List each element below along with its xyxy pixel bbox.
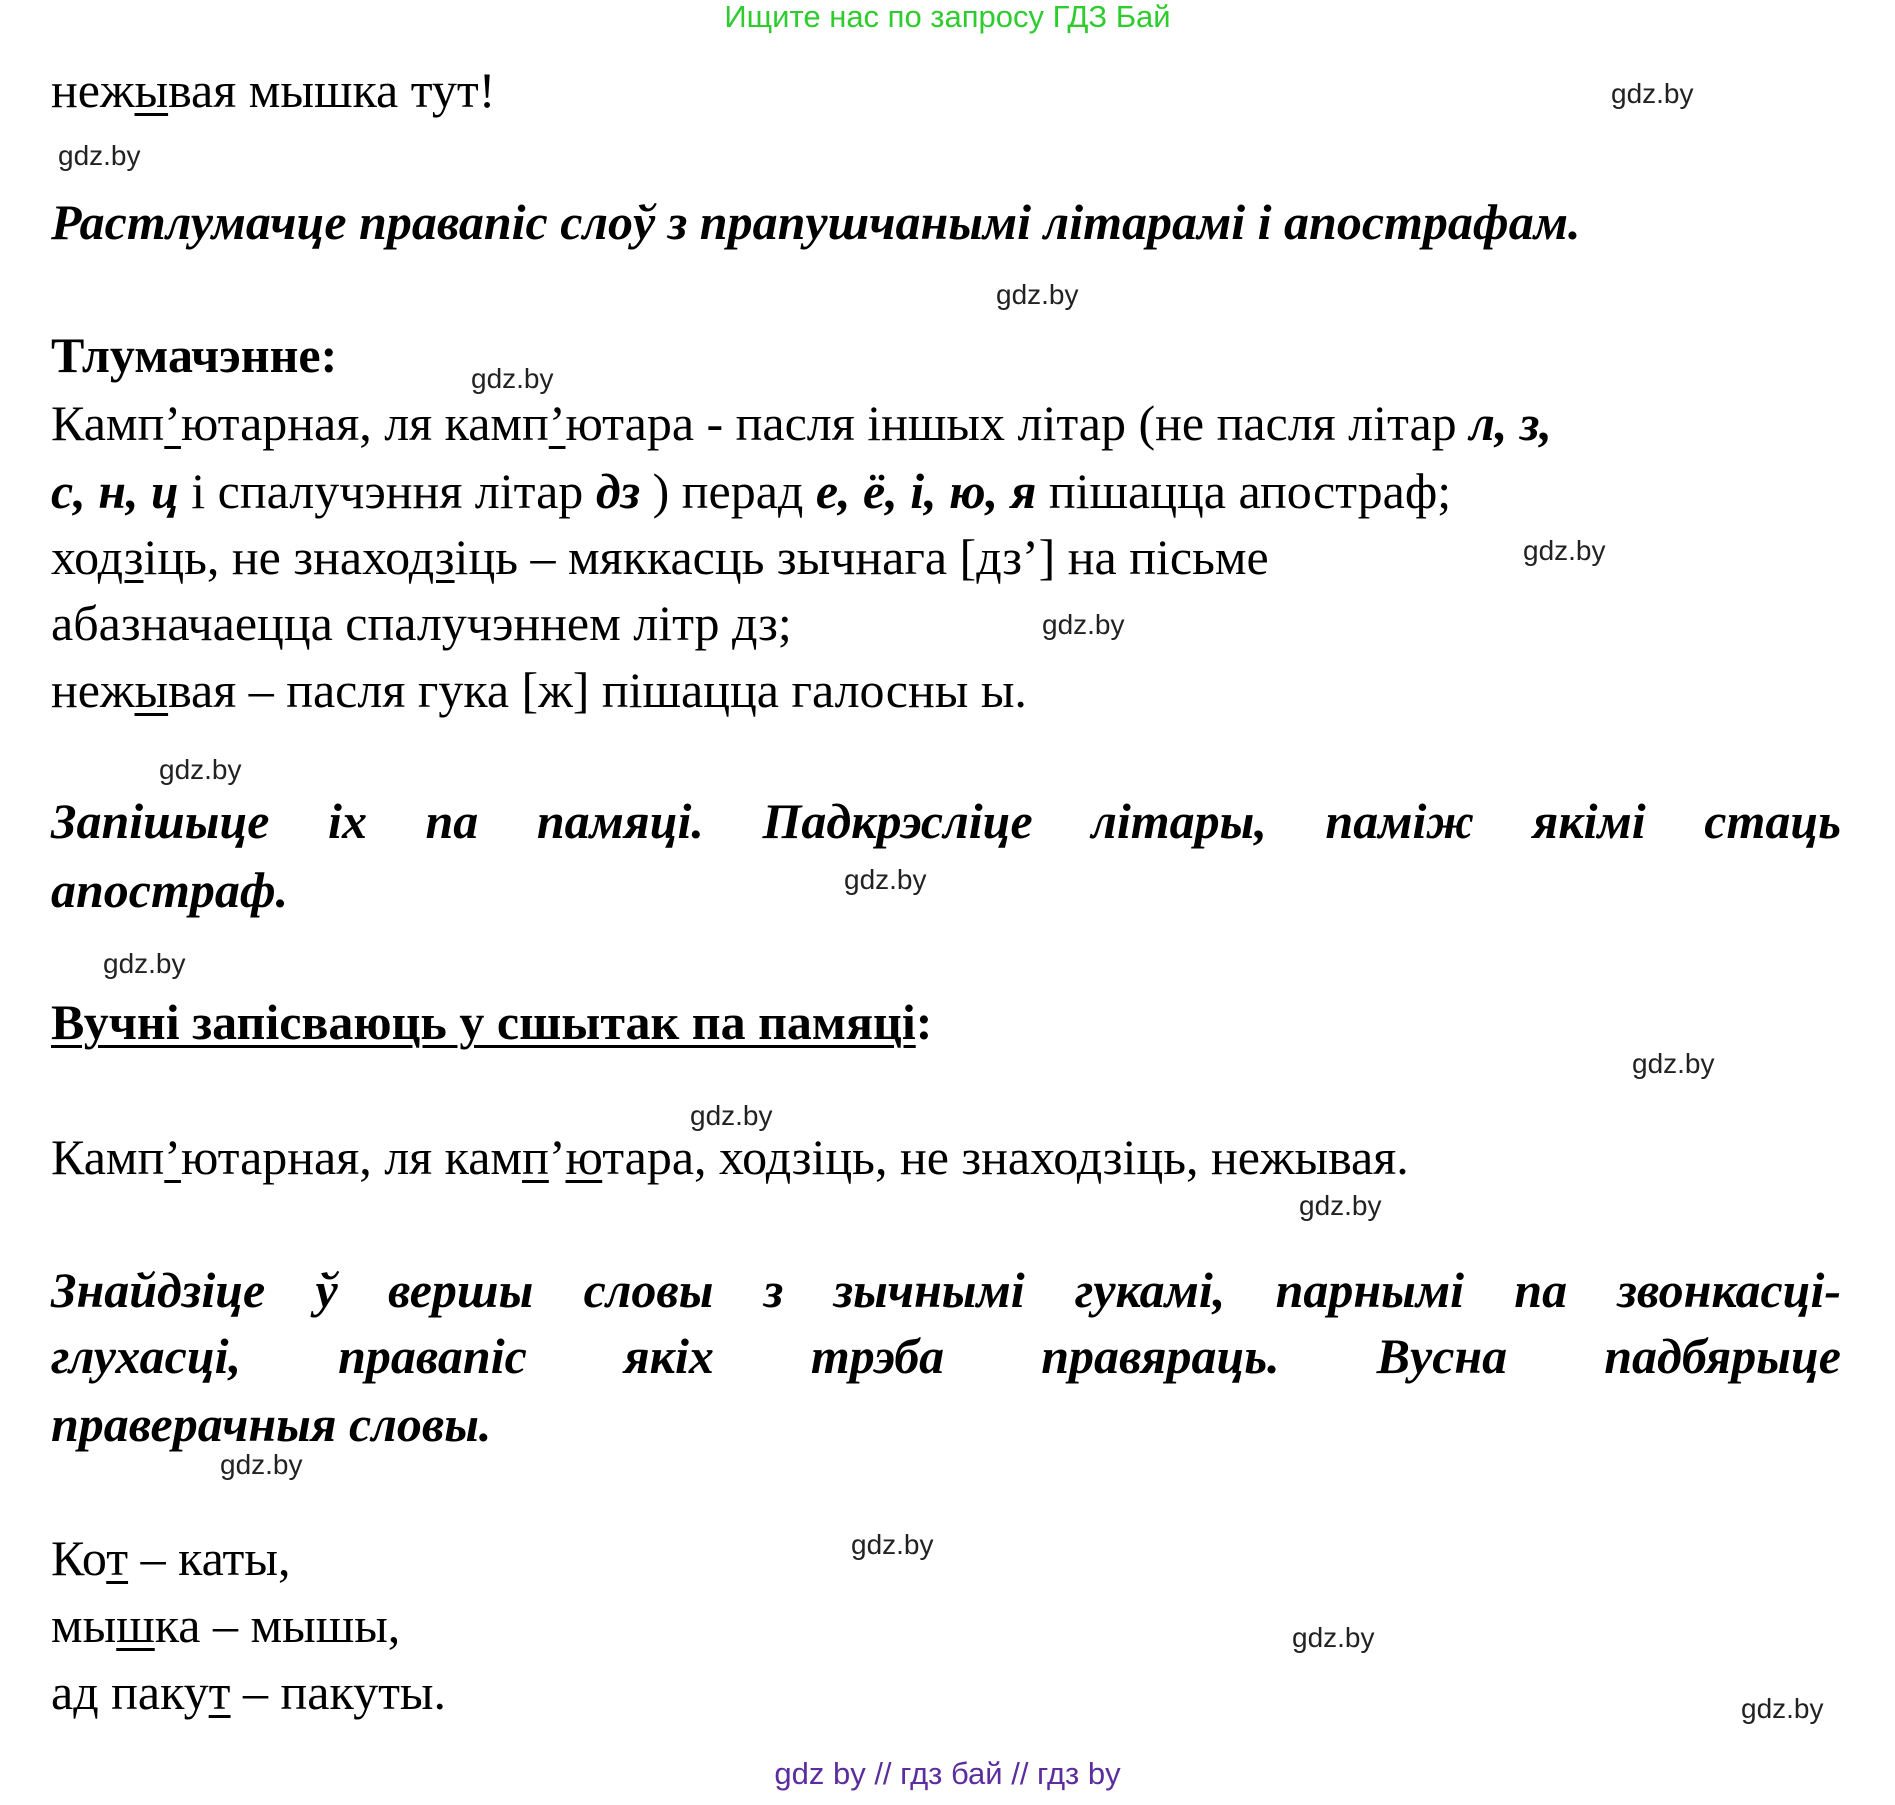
text-segment: іць, не знахо bbox=[143, 529, 409, 585]
underlined-text: т bbox=[208, 1664, 231, 1720]
text-segment: – каты, bbox=[128, 1530, 291, 1586]
text-line bbox=[51, 1394, 1841, 1454]
watermark: gdz.by bbox=[851, 1529, 934, 1560]
underlined-text: дз bbox=[97, 529, 144, 585]
text-segment: ютарная, ля кам bbox=[180, 1129, 523, 1185]
text-line bbox=[51, 660, 1841, 720]
text-segment: вая мышка тут! bbox=[168, 62, 496, 118]
underlined-text: ы bbox=[134, 62, 169, 118]
text-segment: дз bbox=[595, 463, 641, 519]
watermark: gdz.by bbox=[1632, 1048, 1715, 1079]
text-line bbox=[51, 1127, 1841, 1187]
text-segment: ’ bbox=[548, 1129, 566, 1185]
text-segment: с, н, ц bbox=[51, 463, 179, 519]
text-segment: ютара - пасля іншых літар (не пасля літар bbox=[565, 395, 1470, 451]
watermark: gdz.by bbox=[844, 864, 927, 895]
watermark: gdz.by bbox=[1042, 609, 1125, 640]
watermark: gdz.by bbox=[1741, 1693, 1824, 1724]
text-segment: хо bbox=[51, 529, 98, 585]
text-segment: Ко bbox=[51, 1530, 107, 1586]
text-segment: ад паку bbox=[51, 1664, 209, 1720]
text-segment: неж bbox=[51, 662, 135, 718]
text-line bbox=[51, 1662, 1841, 1722]
text-segment: е, ё, і, ю, я bbox=[815, 463, 1037, 519]
underlined-text: ш bbox=[116, 1597, 155, 1653]
footer-watermark: gdz by // гдз бай // гдз by bbox=[774, 1756, 1121, 1791]
text-segment: вая – пасля гука [ж] пішацца галосны ы. bbox=[168, 662, 1027, 718]
watermark: gdz.by bbox=[220, 1449, 303, 1480]
text-line bbox=[51, 1528, 1841, 1588]
watermark: gdz.by bbox=[159, 754, 242, 785]
text-segment: глухасці, правапіс якіх трэба правяраць. Вусна падбярыце bbox=[51, 1328, 1841, 1384]
text-line bbox=[51, 992, 1841, 1052]
text-segment: праверачныя словы. bbox=[51, 1396, 492, 1452]
text-segment: ка – мышы, bbox=[154, 1597, 401, 1653]
text-line bbox=[51, 1326, 1841, 1386]
text-segment: Запішыце іх па памяці. Падкрэсліце літары, паміж якімі стаць bbox=[51, 793, 1841, 849]
text-line bbox=[51, 325, 1841, 385]
text-segment: мы bbox=[51, 1597, 117, 1653]
text-line bbox=[51, 192, 1841, 252]
text-segment: Камп bbox=[51, 1129, 165, 1185]
watermark: gdz.by bbox=[1292, 1622, 1375, 1653]
text-segment: абазначаецца спалучэннем літр дз; bbox=[51, 595, 792, 651]
text-segment: ютарная, ля камп bbox=[180, 395, 549, 451]
watermark: gdz.by bbox=[58, 140, 141, 171]
text-line bbox=[51, 860, 1841, 920]
text-segment: і спалучэння літар bbox=[178, 463, 596, 519]
watermark: gdz.by bbox=[1611, 78, 1694, 109]
search-banner: Ищите нас по запросу ГДЗ Бай bbox=[724, 0, 1171, 34]
text-line bbox=[51, 1260, 1841, 1320]
text-segment: – пакуты. bbox=[230, 1664, 447, 1720]
underlined-text: Вучні запісваюць у сшытак па памяці bbox=[51, 994, 916, 1050]
text-line bbox=[51, 791, 1841, 851]
watermark: gdz.by bbox=[471, 363, 554, 394]
underlined-text: ы bbox=[134, 662, 169, 718]
watermark: gdz.by bbox=[103, 948, 186, 979]
underlined-text: п bbox=[522, 1129, 549, 1185]
text-segment: Растлумачце правапіс слоў з прапушчанымі літарамі і апострафам. bbox=[51, 194, 1581, 250]
text-segment: Тлумачэнне: bbox=[51, 327, 338, 383]
text-segment: л, з, bbox=[1469, 395, 1552, 451]
underlined-text: дз bbox=[408, 529, 455, 585]
underlined-text: ’ bbox=[164, 395, 181, 451]
text-segment: іць – мяккасць зычнага [дз’] на пісьме bbox=[454, 529, 1269, 585]
text-line bbox=[51, 393, 1841, 453]
text-segment: апостраф. bbox=[51, 862, 289, 918]
text-segment: Камп bbox=[51, 395, 165, 451]
text-segment: пішацца апостраф; bbox=[1036, 463, 1452, 519]
underlined-text: ю bbox=[565, 1129, 603, 1185]
watermark: gdz.by bbox=[690, 1100, 773, 1131]
text-segment: неж bbox=[51, 62, 135, 118]
watermark: gdz.by bbox=[1299, 1190, 1382, 1221]
underlined-text: ’ bbox=[164, 1129, 181, 1185]
watermark: gdz.by bbox=[1523, 535, 1606, 566]
text-segment: тара, ходзіць, не знаходзіць, нежывая. bbox=[602, 1129, 1409, 1185]
text-line bbox=[51, 461, 1841, 521]
text-segment: ) перад bbox=[640, 463, 816, 519]
text-line bbox=[51, 1595, 1841, 1655]
underlined-text: ’ bbox=[548, 395, 566, 451]
watermark: gdz.by bbox=[996, 279, 1079, 310]
text-segment: Знайдзіце ў вершы словы з зычнымі гукамі, парнымі па звонкасці- bbox=[51, 1262, 1841, 1318]
text-line bbox=[51, 593, 1841, 653]
underlined-text: т bbox=[106, 1530, 129, 1586]
text-segment: : bbox=[915, 994, 933, 1050]
text-line bbox=[51, 60, 1841, 120]
